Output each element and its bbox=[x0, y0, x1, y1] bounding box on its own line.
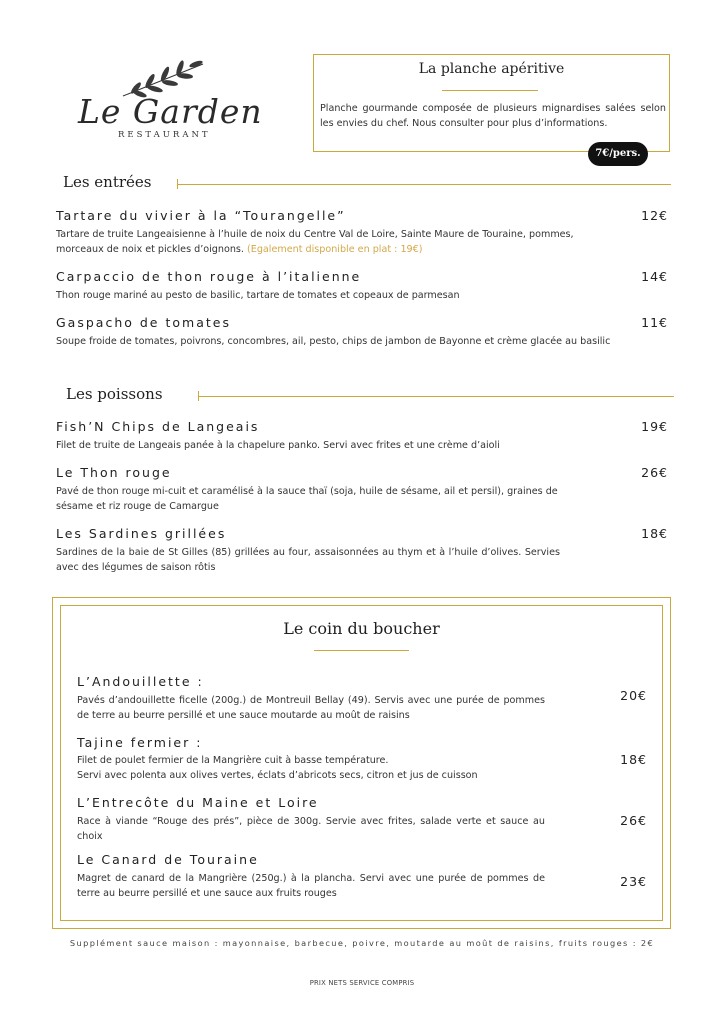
section-divider-entrees bbox=[177, 184, 671, 185]
section-title-poissons: Les poissons bbox=[66, 385, 163, 403]
section-title-entrees: Les entrées bbox=[63, 173, 152, 191]
menu-item-name: Carpaccio de thon rouge à l’italienne bbox=[56, 269, 362, 284]
sauce-supplement-note: Supplément sauce maison : mayonnaise, barbecue, poivre, moutarde au moût de raisins, fruits rouges : 2€ bbox=[69, 938, 655, 948]
menu-item-price: 20€ bbox=[620, 688, 647, 703]
planche-price-badge: 7€/pers. bbox=[588, 142, 648, 166]
menu-item-name: L’Andouillette : bbox=[77, 674, 204, 689]
menu-item-price: 18€ bbox=[641, 526, 668, 541]
menu-item-description-line2: Servi avec polenta aux olives vertes, éclats d’abricots secs, citron et jus de cuisson bbox=[77, 770, 478, 781]
menu-item-name: Le Canard de Touraine bbox=[77, 852, 259, 867]
menu-item-description: Filet de truite de Langeais panée à la chapelure panko. Servi avec frites et une crème d’aioli bbox=[56, 440, 500, 451]
menu-item-name: L’Entrecôte du Maine et Loire bbox=[77, 795, 319, 810]
menu-item-price: 18€ bbox=[620, 752, 647, 767]
menu-item-description: Pavés d’andouillette ficelle (200g.) de Montreuil Bellay (49). Servis avec une purée de pommes de terre au beurre persillé et une sauce moutarde au moût de raisins bbox=[77, 695, 545, 721]
menu-item-name: Les Sardines grillées bbox=[56, 526, 227, 541]
menu-item-price: 11€ bbox=[641, 315, 668, 330]
menu-item-price: 12€ bbox=[641, 208, 668, 223]
planche-divider bbox=[442, 90, 538, 91]
menu-item-price: 19€ bbox=[641, 419, 668, 434]
section-title-boucher: Le coin du boucher bbox=[283, 619, 440, 638]
menu-item-description: Magret de canard de la Mangrière (250g.) à la plancha. Servi avec une purée de pommes de terre au beurre persillé et une sauce aux fruits rouges bbox=[77, 873, 545, 899]
menu-item-name: Fish’N Chips de Langeais bbox=[56, 419, 260, 434]
menu-item-name: Tajine fermier : bbox=[77, 735, 203, 750]
menu-item-description: Tartare de truite Langeaisienne à l’huile de noix du Centre Val de Loire, Sainte Maure de Touraine, pommes, morceaux de noix et pickles d’oignons. (Egalement disponible en plat : 19€) bbox=[56, 229, 574, 255]
planche-title: La planche apéritive bbox=[418, 61, 565, 77]
menu-item-description: Thon rouge mariné au pesto de basilic, tartare de tomates et copeaux de parmesan bbox=[56, 290, 460, 301]
menu-item-price: 23€ bbox=[620, 874, 647, 889]
menu-item-description: Race à viande “Rouge des prés”, pièce de 300g. Servie avec frites, salade verte et sauce au choix bbox=[77, 816, 545, 842]
planche-description: Planche gourmande composée de plusieurs mignardises salées selon les envies du chef. Nous consulter pour plus d’informations. bbox=[320, 103, 666, 129]
restaurant-logo-subtitle: RESTAURANT bbox=[118, 130, 211, 140]
menu-item-price: 14€ bbox=[641, 269, 668, 284]
section-divider-poissons bbox=[198, 396, 674, 397]
restaurant-logo-name: Le Garden bbox=[78, 92, 263, 131]
footer-note: PRIX NETS SERVICE COMPRIS bbox=[309, 979, 415, 987]
menu-item-price: 26€ bbox=[620, 813, 647, 828]
menu-item-description: Sardines de la baie de St Gilles (85) grillées au four, assaisonnées au thym et à l’huile d’olives. Servies avec des légumes de saison rôtis bbox=[56, 547, 560, 573]
menu-item-note: (Egalement disponible en plat : 19€) bbox=[247, 244, 423, 255]
menu-item-name: Le Thon rouge bbox=[56, 465, 172, 480]
menu-item-description: Pavé de thon rouge mi-cuit et caramélisé à la sauce thaï (soja, huile de sésame, ail et persil), graines de sésame et riz rouge de Camargue bbox=[56, 486, 558, 512]
boucher-divider bbox=[314, 650, 409, 651]
menu-item-price: 26€ bbox=[641, 465, 668, 480]
menu-item-name: Tartare du vivier à la “Tourangelle” bbox=[56, 208, 346, 223]
menu-item-description: Filet de poulet fermier de la Mangrière cuit à basse température. bbox=[77, 755, 389, 766]
menu-item-name: Gaspacho de tomates bbox=[56, 315, 231, 330]
menu-item-description: Soupe froide de tomates, poivrons, concombres, ail, pesto, chips de jambon de Bayonne et crème glacée au basilic bbox=[56, 336, 611, 347]
